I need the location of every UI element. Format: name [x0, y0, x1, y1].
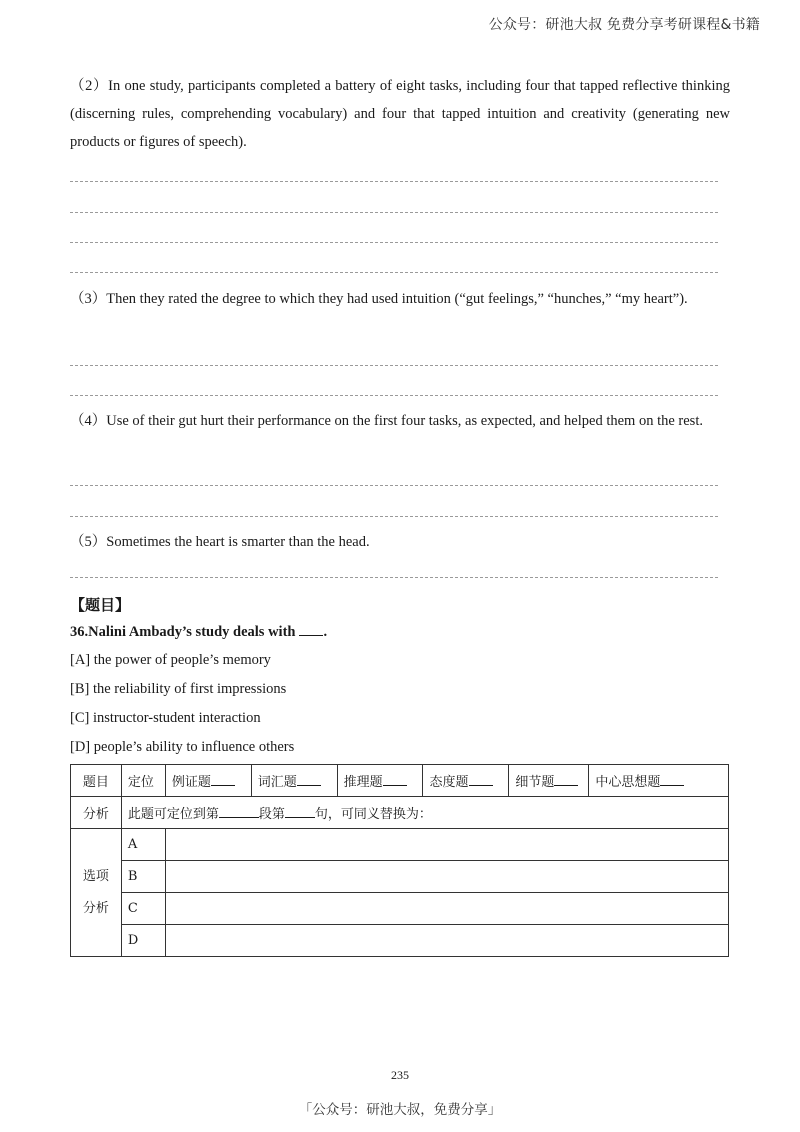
locate-instruction: 此题可定位到第 段第 句，可同义替换为：	[121, 797, 728, 829]
paragraph-2	[70, 72, 730, 156]
page-number: 235	[391, 1068, 409, 1082]
option-b: [B] the reliability of first impressions	[70, 681, 287, 697]
answer-line	[70, 181, 718, 182]
table-row	[71, 797, 729, 829]
table-row	[71, 893, 729, 925]
question-stem: 36.Nalini Ambady’s study deals with .	[70, 624, 328, 640]
type-example: 例证题	[165, 765, 251, 797]
option-letter-b: B	[121, 861, 165, 893]
paragraph-number: （5）	[70, 534, 107, 550]
analysis-table	[70, 764, 729, 957]
answer-line	[70, 272, 718, 273]
option-c: [C] instructor-student interaction	[70, 710, 261, 726]
paragraph-5	[70, 528, 730, 556]
paragraph-text: In one study, participants completed a battery of eight tasks, including four that tapped reflective thinking (discerning rules, comprehending vocabulary) and four that tapped intuition and creativity (generating new products or figures of speech).	[70, 78, 730, 150]
table-row	[71, 861, 729, 893]
paragraph-number: （2）	[70, 78, 109, 94]
answer-line	[70, 395, 718, 396]
type-detail: 细节题	[509, 765, 589, 797]
option-letter-a: A	[121, 829, 165, 861]
type-attitude: 态度题	[423, 765, 509, 797]
option-analysis-cell-b[interactable]	[165, 861, 728, 893]
answer-line	[70, 485, 718, 486]
answer-line	[70, 577, 718, 578]
row-label-analysis: 分析	[71, 797, 122, 829]
page-footer: 「公众号：研池大叔，免费分享」	[298, 1102, 502, 1118]
type-inference: 推理题	[337, 765, 423, 797]
option-letter-d: D	[121, 925, 165, 957]
answer-line	[70, 212, 718, 213]
answer-line	[70, 242, 718, 243]
type-main-idea: 中心思想题	[589, 765, 729, 797]
type-vocabulary: 词汇题	[251, 765, 337, 797]
table-row	[71, 765, 729, 797]
option-a: [A] the power of people’s memory	[70, 652, 271, 668]
answer-line	[70, 516, 718, 517]
option-letter-c: C	[121, 893, 165, 925]
paragraph-number: （4）	[70, 413, 107, 429]
option-analysis-cell-a[interactable]	[165, 829, 728, 861]
table-row	[71, 829, 729, 861]
paragraph-4	[70, 407, 730, 435]
paragraph-text: Then they rated the degree to which they had used intuition (“gut feelings,” “hunches,” “my heart”).	[106, 291, 688, 307]
option-analysis-cell-d[interactable]	[165, 925, 728, 957]
paragraph-text: Use of their gut hurt their performance on the first four tasks, as expected, and helped them on the rest.	[106, 413, 703, 429]
row-label-topic: 题目	[71, 765, 122, 797]
type-locate: 定位	[121, 765, 165, 797]
option-analysis-label: 选项 分析	[71, 829, 122, 957]
option-analysis-cell-c[interactable]	[165, 893, 728, 925]
paragraph-text: Sometimes the heart is smarter than the head.	[106, 534, 370, 550]
question-blank	[299, 623, 323, 636]
page-header: 公众号：研池大叔 免费分享考研课程&书籍	[488, 17, 760, 33]
paragraph-number: （3）	[70, 291, 107, 307]
section-title: 【题目】	[70, 596, 131, 614]
table-row	[71, 925, 729, 957]
answer-line	[70, 365, 718, 366]
paragraph-3	[70, 285, 730, 313]
option-d: [D] people’s ability to influence others	[70, 739, 295, 755]
